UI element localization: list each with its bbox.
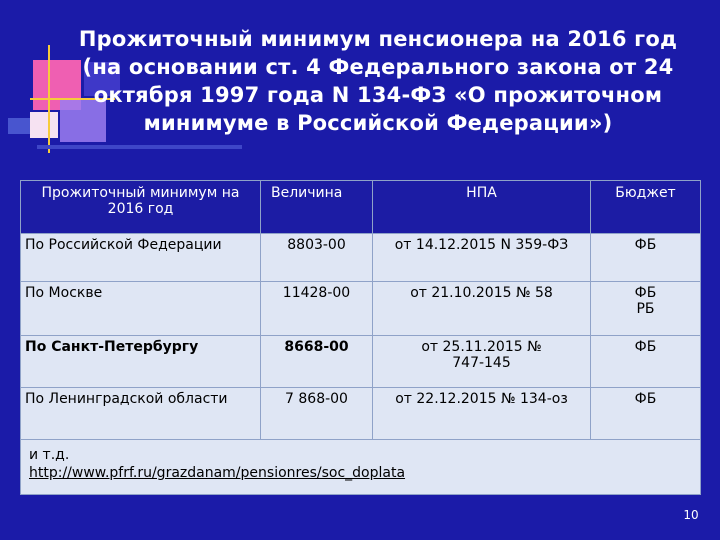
budget-value: ФБ [634,285,657,301]
title-underline [37,145,242,149]
column-header-amount: Величина [261,181,373,234]
logo-block [30,112,58,138]
budget-value: РБ [636,301,655,317]
column-header-npa: НПА [373,181,591,234]
region-cell: По Ленинградской области [21,388,261,440]
table-row [21,388,701,440]
budget-cell [591,234,701,282]
table-row [21,336,701,388]
region-cell: По Российской Федерации [21,234,261,282]
region-cell: По Москве [21,282,261,336]
budget-value: ФБ [634,237,657,253]
table-footer-row [21,440,701,495]
npa-cell: от 22.12.2015 № 134-оз [373,388,591,440]
budget-cell [591,336,701,388]
table-row [21,282,701,336]
budget-cell [591,388,701,440]
npa-cell: от 21.10.2015 № 58 [373,282,591,336]
npa-cell: от 25.11.2015 № 747-145 [373,336,591,388]
amount-cell: 7 868-00 [261,388,373,440]
table-header-row [21,181,701,234]
subsistence-table [20,180,701,495]
amount-cell: 8803-00 [261,234,373,282]
column-header-budget: Бюджет [591,181,701,234]
budget-cell [591,282,701,336]
pfr-link[interactable]: http://www.pfrf.ru/grazdanam/pensionres/soc_doplata [29,465,406,481]
page-number: 10 [683,508,699,522]
etc-text: и т.д. [29,447,70,463]
budget-value: ФБ [634,391,657,407]
region-cell: По Санкт-Петербургу [21,336,261,388]
amount-cell: 11428-00 [261,282,373,336]
footer-cell [21,440,701,495]
npa-cell: от 14.12.2015 N 359-ФЗ [373,234,591,282]
amount-cell: 8668-00 [261,336,373,388]
slide-title: Прожиточный минимум пенсионера на 2016 год (на основании ст. 4 Федерального закона от 24 октября 1997 года N 134-ФЗ «О прожиточном минимуме в Российской Федерации») [78,27,678,135]
budget-value: ФБ [634,339,657,355]
column-header-minimum: Прожиточный минимум на 2016 год [21,181,261,234]
table-row [21,234,701,282]
